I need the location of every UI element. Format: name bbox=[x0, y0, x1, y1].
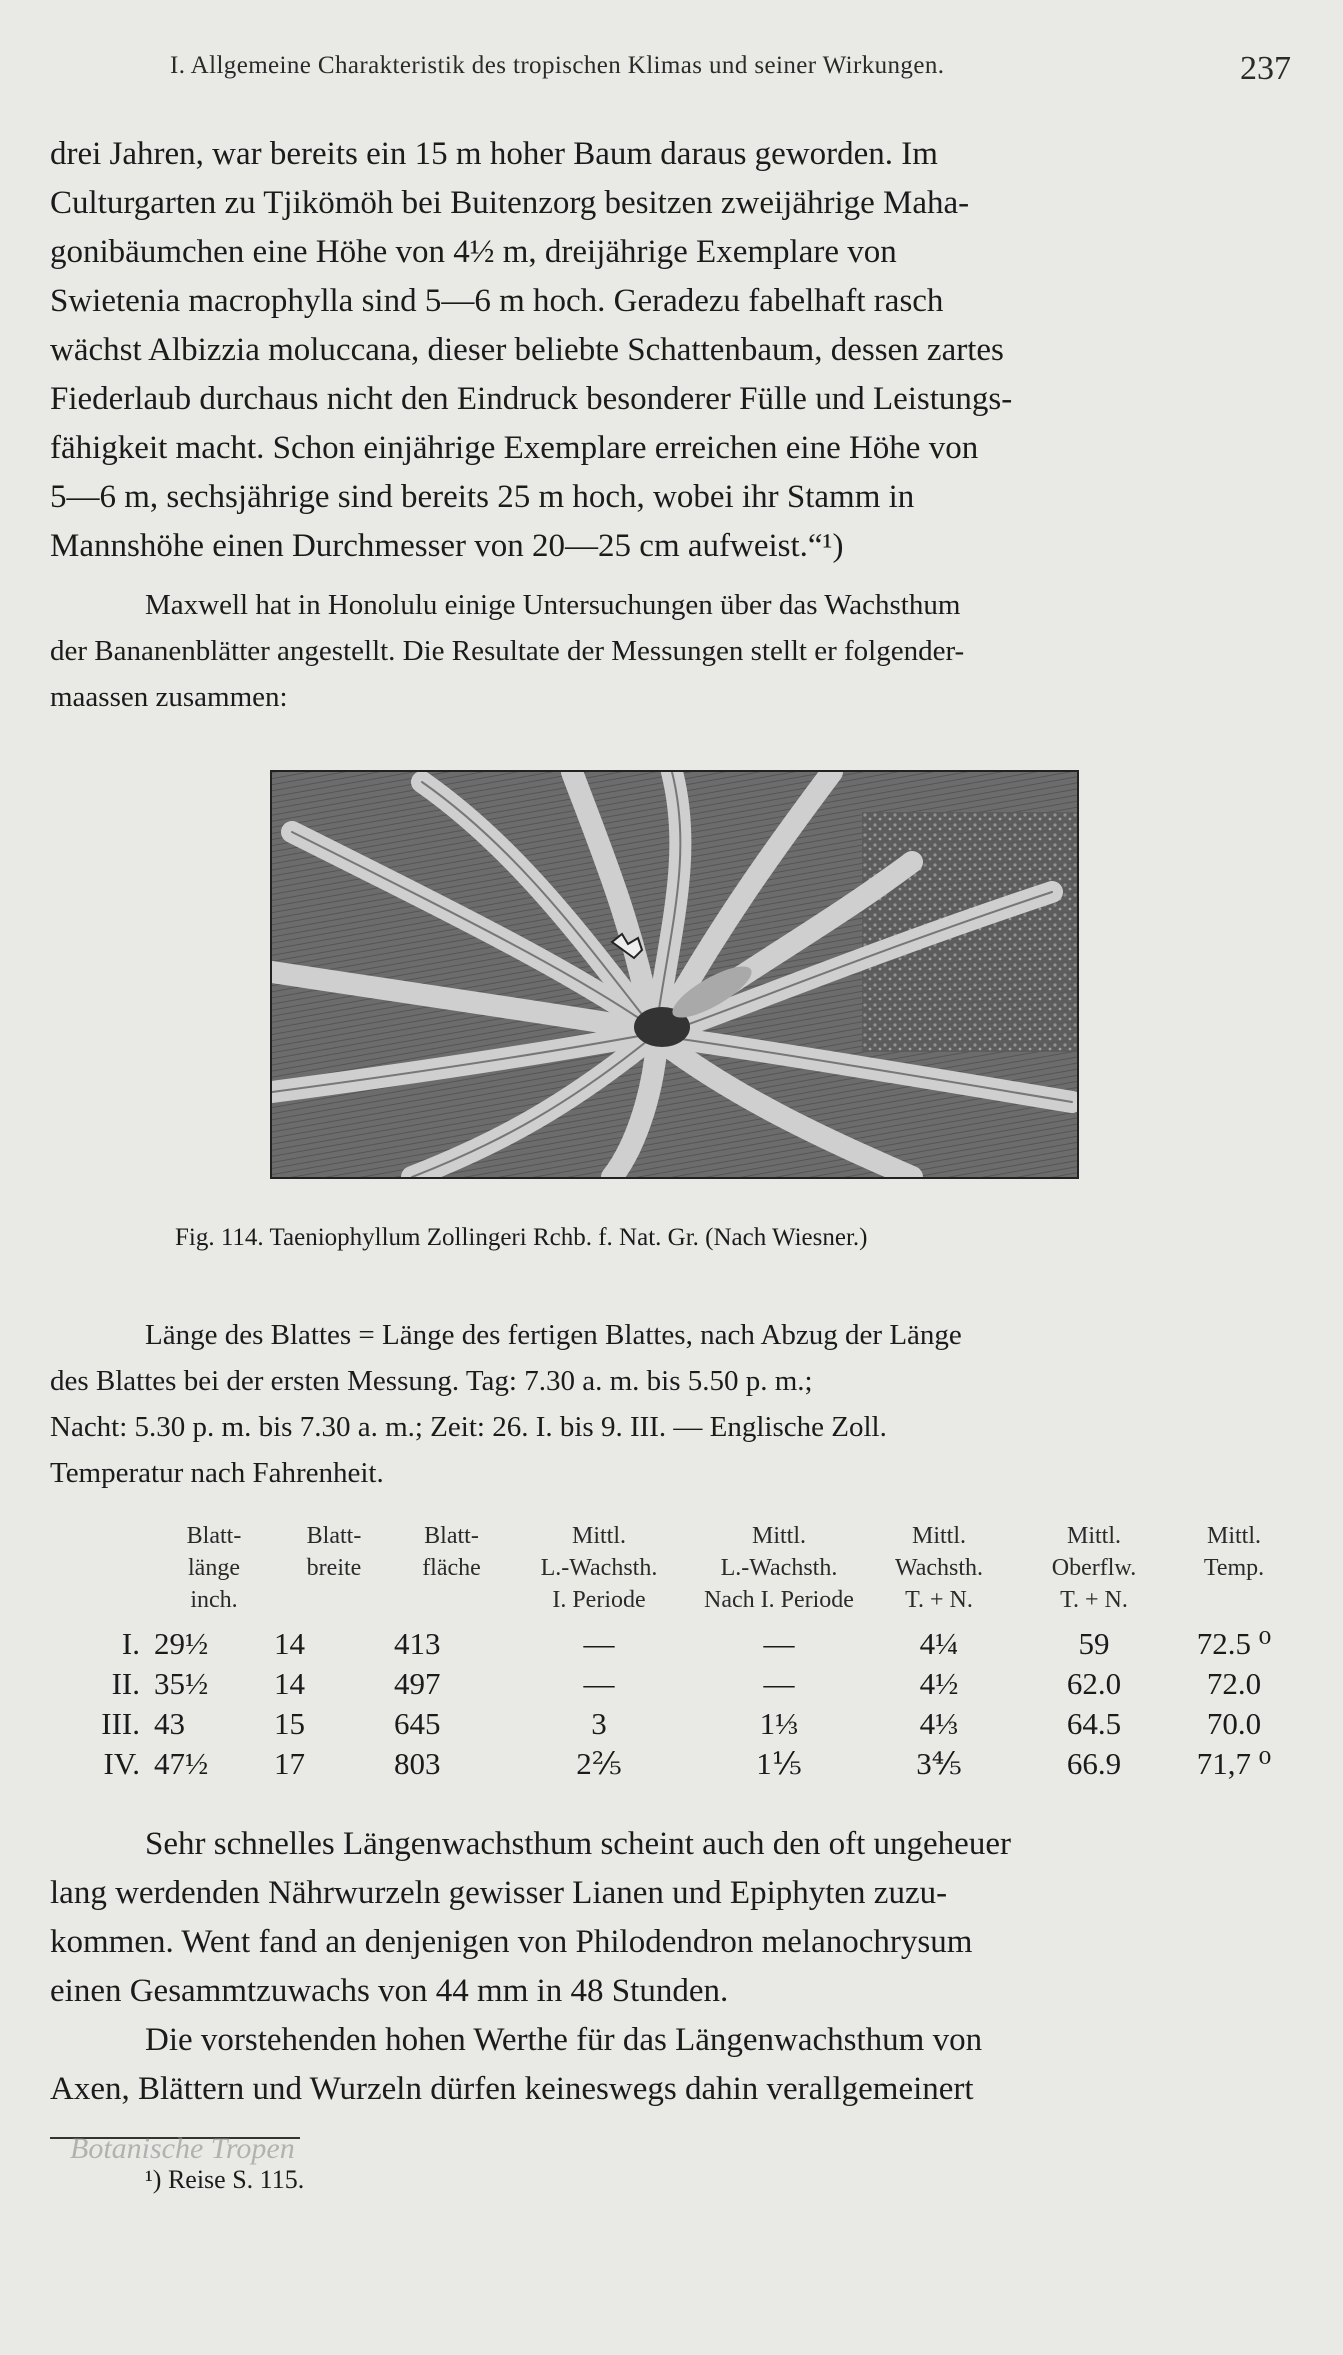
text-line: Axen, Blättern und Wurzeln dürfen keineswegs dahin verallgemeinert bbox=[50, 2071, 974, 2107]
text-line: kommen. Went fand an denjenigen von Philodendron melanochrysum bbox=[50, 1924, 973, 1960]
banana-leaf-growth-table bbox=[90, 1520, 1289, 1784]
text-line: drei Jahren, war bereits ein 15 m hoher Baum daraus geworden. Im bbox=[50, 136, 938, 172]
paragraph-lianen bbox=[50, 1820, 1300, 2016]
text-line: Länge des Blattes = Länge des fertigen Blattes, nach Abzug der Länge bbox=[145, 1319, 962, 1351]
table-row: III. 43 15 645 3 1⅓ 4⅓ 64.5 70.0 bbox=[101, 1706, 1262, 1741]
text-line: gonibäumchen eine Höhe von 4½ m, dreijährige Exemplare von bbox=[50, 234, 897, 270]
paragraph-conclusion bbox=[50, 2016, 1300, 2114]
column-header: Blatt- fläche bbox=[422, 1523, 481, 1581]
table-row: IV. 47½ 17 803 2⅖ 1⅕ 3⅘ 66.9 71,7 ⁰ bbox=[103, 1746, 1272, 1781]
text-line: fähigkeit macht. Schon einjährige Exemplare erreichen eine Höhe von bbox=[50, 430, 979, 466]
pencil-annotation: Botanische Tropen bbox=[70, 2132, 295, 2165]
table-row: II. 35½ 14 497 — — 4½ 62.0 72.0 bbox=[111, 1666, 1262, 1701]
text-line: Culturgarten zu Tjikömöh bei Buitenzorg besitzen zweijährige Maha- bbox=[50, 185, 970, 221]
paragraph-maxwell bbox=[50, 582, 1300, 720]
column-header: Mittl. L.-Wachsth. I. Periode bbox=[540, 1523, 658, 1613]
orchid-root-illustration bbox=[272, 772, 1077, 1177]
page-number: 237 bbox=[1240, 50, 1291, 87]
figure-caption: Fig. 114. Taeniophyllum Zollingeri Rchb. f. Nat. Gr. (Nach Wiesner.) bbox=[175, 1224, 868, 1251]
text-line: einen Gesammtzuwachs von 44 mm in 48 Stunden. bbox=[50, 1973, 729, 2009]
text-line: Sehr schnelles Längenwachsthum scheint auch den oft ungeheuer bbox=[145, 1826, 1011, 1862]
column-header: Blatt- länge inch. bbox=[186, 1523, 242, 1613]
figure-taeniophyllum bbox=[270, 770, 1079, 1179]
column-header: Mittl. Wachsth. T. + N. bbox=[894, 1523, 984, 1613]
text-line: des Blattes bei der ersten Messung. Tag: 7.30 a. m. bis 5.50 p. m.; bbox=[50, 1365, 813, 1397]
running-title: I. Allgemeine Charakteristik des tropischen Klimas und seiner Wirkungen. bbox=[170, 52, 945, 79]
column-header: Mittl. Oberflw. T. + N. bbox=[1051, 1523, 1137, 1613]
text-line: maassen zusammen: bbox=[50, 681, 288, 713]
text-line: 5—6 m, sechsjährige sind bereits 25 m hoch, wobei ihr Stamm in bbox=[50, 479, 915, 515]
text-line: Maxwell hat in Honolulu einige Untersuchungen über das Wachsthum bbox=[145, 589, 961, 621]
text-line: Die vorstehenden hohen Werthe für das Längenwachsthum von bbox=[145, 2022, 983, 2058]
column-header: Blatt- breite bbox=[306, 1523, 362, 1581]
paragraph-table-legend bbox=[50, 1312, 1300, 1496]
text-line: Temperatur nach Fahrenheit. bbox=[50, 1457, 384, 1489]
text-line: Mannshöhe einen Durchmesser von 20—25 cm aufweist.“¹) bbox=[50, 528, 844, 564]
text-line: der Bananenblätter angestellt. Die Resultate der Messungen stellt er folgender- bbox=[50, 635, 965, 667]
table-header-row bbox=[90, 1520, 1289, 1616]
column-header: Mittl. Temp. bbox=[1203, 1523, 1265, 1581]
text-line: wächst Albizzia moluccana, dieser beliebte Schattenbaum, dessen zartes bbox=[50, 332, 1004, 368]
text-line: Swietenia macrophylla sind 5—6 m hoch. Geradezu fabelhaft rasch bbox=[50, 283, 944, 319]
text-line: Fiederlaub durchaus nicht den Eindruck besonderer Fülle und Leistungs- bbox=[50, 381, 1013, 417]
table-row: I. 29½ 14 413 — — 4¼ 59 72.5 ⁰ bbox=[121, 1626, 1272, 1661]
text-line: Nacht: 5.30 p. m. bis 7.30 a. m.; Zeit: 26. I. bis 9. III. — Englische Zoll. bbox=[50, 1411, 887, 1443]
text-line: lang werdenden Nährwurzeln gewisser Lianen und Epiphyten zuzu- bbox=[50, 1875, 948, 1911]
footnote: ¹) Reise S. 115. bbox=[145, 2165, 305, 2194]
paragraph-continuation bbox=[50, 130, 1300, 571]
column-header: Mittl. L.-Wachsth. Nach I. Periode bbox=[704, 1523, 854, 1613]
